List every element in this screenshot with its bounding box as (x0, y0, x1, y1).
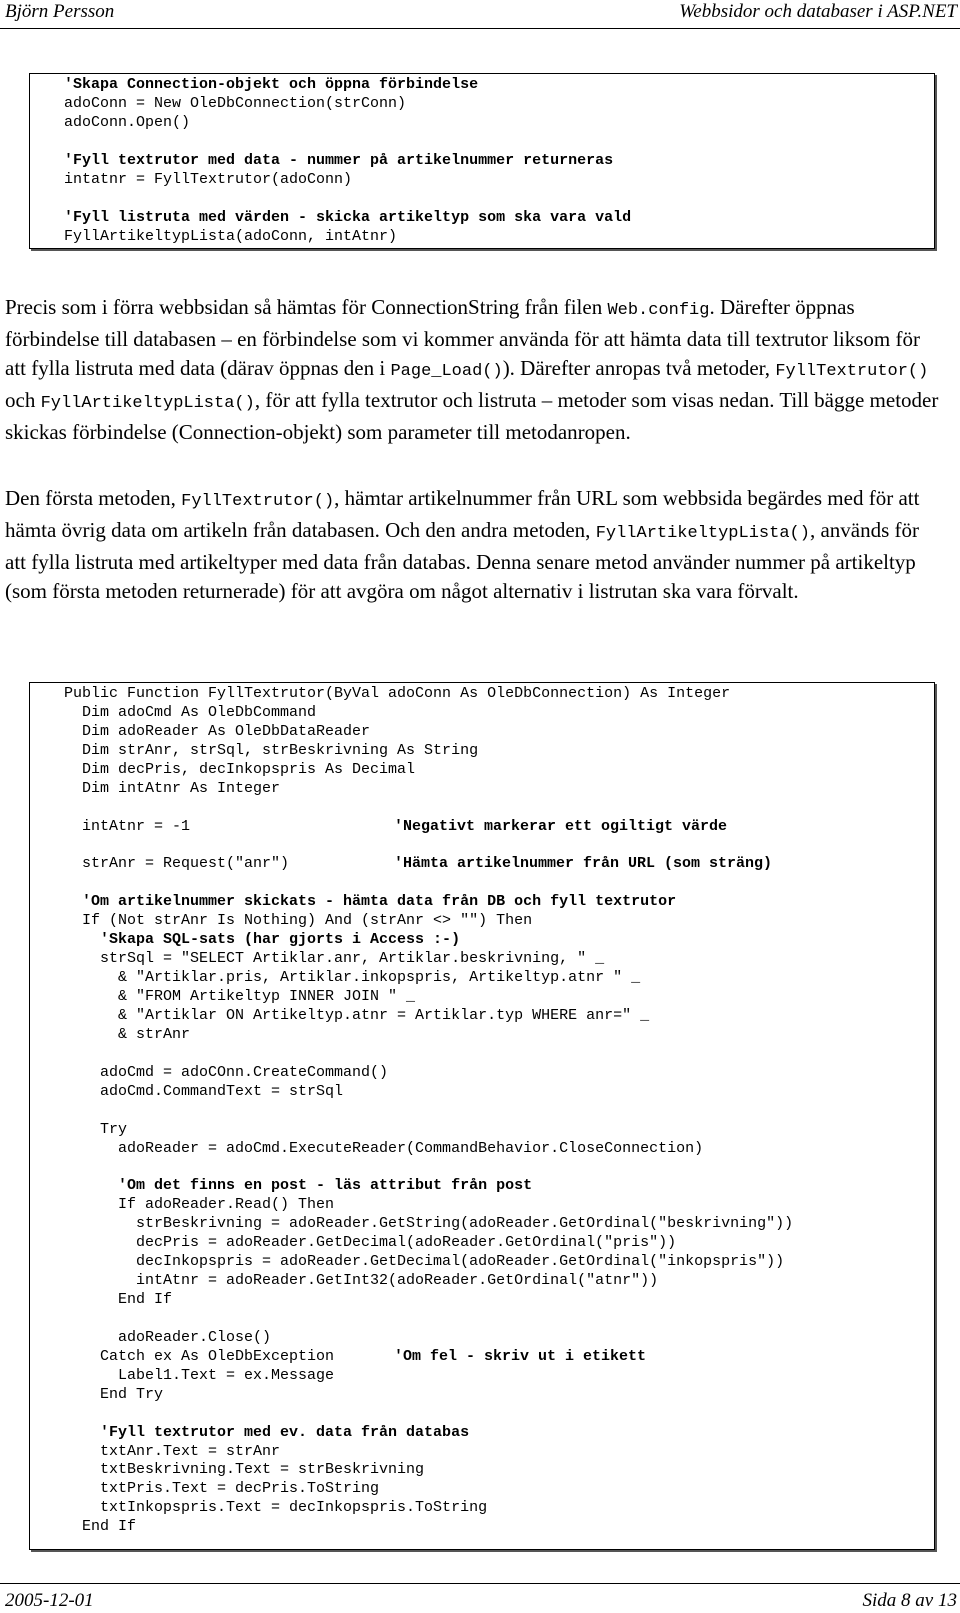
code-listing (64, 685, 793, 1537)
code-text: strAnr = Request("anr") (64, 855, 290, 873)
code-line (64, 1140, 793, 1159)
code-comment: 'Negativt markerar ett ogiltigt värde (394, 817, 728, 835)
code-text: txtAnr.Text = strAnr (64, 1442, 281, 1460)
code-text: 'Om artikelnummer skickats - hämta data från DB och fyll textrutor (64, 893, 677, 911)
inline-code: FyllArtikeltypLista() (595, 524, 810, 543)
inline-code: FyllTextrutor() (181, 492, 335, 511)
code-line (64, 1348, 793, 1367)
paragraph-text: . Därefter öppnas förbindelse till databasen – en förbindelse som vi kommer använda för att hämta data till textrutor liksom för att fylla listruta med data (därav öppnas den i (5, 295, 920, 380)
code-line (64, 837, 793, 856)
inline-code: Page_Load() (390, 362, 503, 381)
code-block-connection (29, 73, 935, 249)
page-header (0, 0, 960, 30)
code-text: & "Artiklar.pris, Artiklar.inkopspris, Artikeltyp.atnr " _ (64, 969, 641, 987)
code-line (64, 171, 631, 190)
inline-code: Web.config (607, 301, 710, 320)
code-comment: 'Hämta artikelnummer från URL (som sträng) (394, 855, 773, 873)
code-text: adoCmd.CommandText = strSql (64, 1082, 344, 1100)
code-line (64, 742, 793, 761)
code-text: & "FROM Artikeltyp INNER JOIN " _ (64, 988, 416, 1005)
code-line (64, 1253, 793, 1272)
code-line (64, 1405, 793, 1424)
code-text: intAtnr = -1 (64, 817, 191, 835)
code-line (64, 95, 631, 114)
code-text: Dim intAtnr As Integer (64, 779, 281, 797)
code-line (64, 1121, 793, 1140)
inline-code: FyllArtikeltypLista() (40, 394, 255, 413)
code-line (64, 855, 793, 874)
code-line (64, 1007, 793, 1026)
code-text: Try (64, 1120, 128, 1138)
code-text: If adoReader.Read() Then (64, 1196, 335, 1214)
code-text: intAtnr = adoReader.GetInt32(adoReader.GetOrdinal("atnr")) (64, 1272, 659, 1290)
code-text: 'Fyll listruta med värden - skicka artikeltyp som ska vara vald (64, 208, 632, 226)
code-line (64, 1461, 793, 1480)
code-line (64, 1518, 793, 1537)
code-text: adoConn = New OleDbConnection(strConn) (64, 94, 407, 112)
code-line (64, 912, 793, 931)
paragraph-text: och (5, 388, 41, 412)
code-line (64, 1064, 793, 1083)
code-line (64, 1045, 793, 1064)
code-text: 'Skapa SQL-sats (har gjorts i Access :-) (64, 931, 461, 949)
code-text: intatnr = FyllTextrutor(adoConn) (64, 170, 353, 188)
code-line (64, 1386, 793, 1405)
code-line (64, 1367, 793, 1386)
code-text: txtPris.Text = decPris.ToString (64, 1480, 380, 1498)
code-text: strBeskrivning = adoReader.GetString(adoReader.GetOrdinal("beskrivning")) (64, 1215, 794, 1233)
code-text: adoReader = adoCmd.ExecuteReader(CommandBehavior.CloseConnection) (64, 1139, 704, 1157)
code-text: adoConn.Open() (64, 113, 191, 131)
code-text: End If (64, 1291, 173, 1308)
code-text: Label1.Text = ex.Message (64, 1366, 335, 1384)
code-line (64, 799, 793, 818)
code-text: adoCmd = adoCOnn.CreateCommand() (64, 1063, 389, 1081)
header-divider (0, 28, 960, 29)
code-line (64, 874, 793, 893)
paragraph-methods (5, 484, 943, 606)
code-text: Dim adoCmd As OleDbCommand (64, 703, 317, 721)
code-text: decPris = adoReader.GetDecimal(adoReader.GetOrdinal("pris")) (64, 1234, 677, 1252)
code-line (64, 931, 793, 950)
code-line (64, 1499, 793, 1518)
code-text: 'Skapa Connection-objekt och öppna förbindelse (64, 76, 479, 93)
code-line (64, 1480, 793, 1499)
code-line (64, 152, 631, 171)
page-number: Sida 8 av 13 (862, 1590, 957, 1611)
author-name: Björn Persson (5, 1, 115, 22)
code-line (64, 1215, 793, 1234)
code-block-fylltextrutor (29, 682, 935, 1550)
code-line (64, 1291, 793, 1310)
code-line (64, 1443, 793, 1462)
code-line (64, 723, 793, 742)
code-text: adoReader.Close() (64, 1328, 272, 1346)
code-text: Dim decPris, decInkopspris As Decimal (64, 760, 416, 778)
code-line (64, 133, 631, 152)
paragraph-text: ). Därefter anropas två metoder, (502, 356, 776, 380)
code-line (64, 1102, 793, 1121)
code-line (64, 209, 631, 228)
paragraph-text: Precis som i förra webbsidan så hämtas för ConnectionString från filen (5, 295, 608, 319)
code-line (64, 950, 793, 969)
paragraph-text: , hämtar artikelnummer från URL som webbsida begärdes med för att hämta övrig data om artikeln från databasen. Och den andra metoden, (5, 486, 920, 542)
code-text: & "Artiklar ON Artikeltyp.atnr = Artiklar.typ WHERE anr=" _ (64, 1006, 650, 1024)
code-line (64, 1329, 793, 1348)
code-comment: 'Om fel - skriv ut i etikett (394, 1347, 647, 1365)
code-text: FyllArtikeltypLista(adoConn, intAtnr) (64, 227, 398, 245)
paragraph-text: , används för att fylla listruta med artikeltyper med data från databas. Denna senare metod använder nummer på artikeltyp (som första metoden returnerade) för att avgöra om något alternativ i listrutan ska vara förvalt. (5, 518, 919, 603)
code-line (64, 1177, 793, 1196)
code-text: Dim adoReader As OleDbDataReader (64, 722, 371, 740)
code-text: Catch ex As OleDbException (64, 1347, 335, 1365)
code-line (64, 761, 793, 780)
code-line (64, 988, 793, 1007)
code-text: 'Fyll textrutor med ev. data från databas (64, 1423, 470, 1441)
document-title: Webbsidor och databaser i ASP.NET (679, 1, 957, 22)
code-text: End If (64, 1518, 137, 1536)
paragraph-text: Den första metoden, (5, 486, 182, 510)
code-text: txtInkopspris.Text = decInkopspris.ToString (64, 1499, 488, 1517)
code-text: 'Om det finns en post - läs attribut från post (64, 1177, 533, 1195)
code-line (64, 1158, 793, 1177)
code-line (64, 1026, 793, 1045)
inline-code: FyllTextrutor() (775, 362, 929, 381)
footer-date: 2005-12-01 (5, 1590, 94, 1611)
code-line (64, 114, 631, 133)
code-line (64, 969, 793, 988)
code-line (64, 76, 631, 95)
code-line (64, 1272, 793, 1291)
code-line (64, 704, 793, 723)
code-text: Dim strAnr, strSql, strBeskrivning As String (64, 741, 479, 759)
code-line (64, 1424, 793, 1443)
code-line (64, 190, 631, 209)
code-text: End Try (64, 1385, 164, 1403)
code-line (64, 1310, 793, 1329)
code-line (64, 228, 631, 247)
code-line (64, 1196, 793, 1215)
code-line (64, 780, 793, 799)
code-listing (64, 76, 631, 246)
code-line (64, 893, 793, 912)
code-text: & strAnr (64, 1025, 191, 1043)
code-line (64, 685, 793, 704)
code-line (64, 818, 793, 837)
code-text: If (Not strAnr Is Nothing) And (strAnr <> "") Then (64, 912, 533, 930)
code-line (64, 1083, 793, 1102)
code-text: strSql = "SELECT Artiklar.anr, Artiklar.beskrivning, " _ (64, 950, 605, 968)
paragraph-intro (5, 293, 943, 447)
footer-divider (0, 1583, 960, 1584)
code-text: Public Function FyllTextrutor(ByVal adoConn As OleDbConnection) As Integer (64, 685, 731, 702)
code-text: 'Fyll textrutor med data - nummer på artikelnummer returneras (64, 151, 614, 169)
code-line (64, 1234, 793, 1253)
page-footer (0, 1583, 960, 1613)
code-text: decInkopspris = adoReader.GetDecimal(adoReader.GetOrdinal("inkopspris")) (64, 1253, 785, 1271)
paragraph-text: , för att fylla textrutor och listruta – metoder som visas nedan. Till bägge metoder skickas förbindelse (Connection-objekt) som parameter till metodanropen. (5, 388, 939, 444)
code-text: txtBeskrivning.Text = strBeskrivning (64, 1461, 425, 1479)
